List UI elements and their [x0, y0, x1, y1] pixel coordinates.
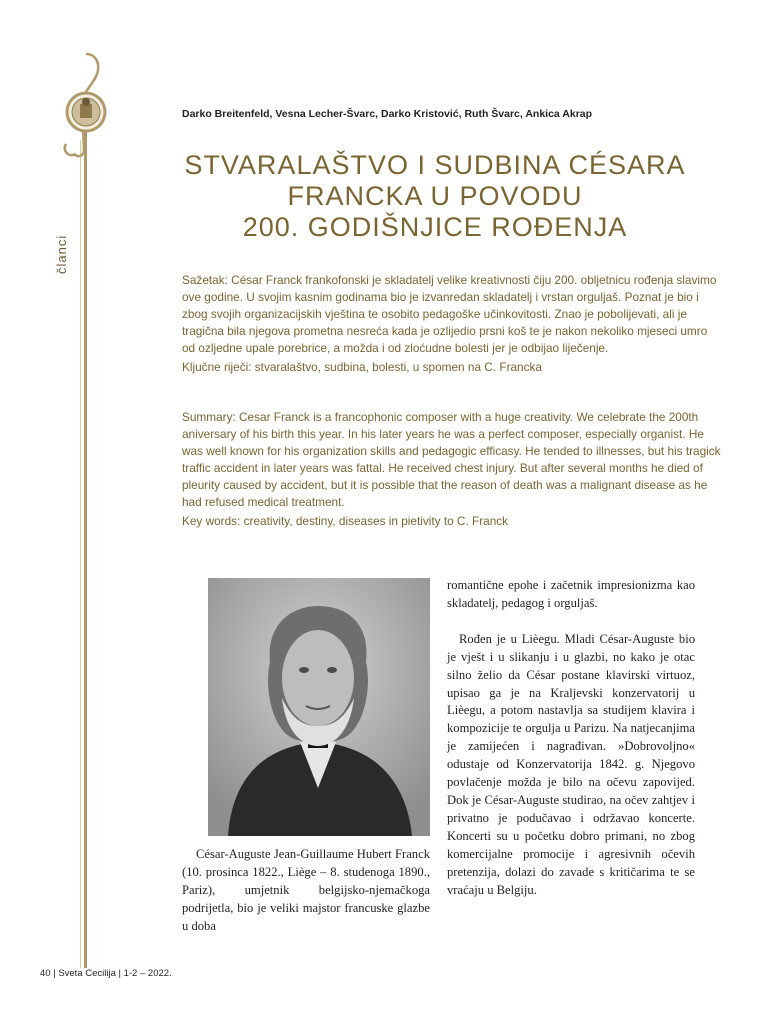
title-line-3: 200. GODIŠNJICE ROĐENJA	[242, 212, 628, 242]
abstract-english-text: Summary: Cesar Franck is a francophonic composer with a huge creativity. We celebrate the 200th aniversary of his birth this year. In his later years he was a perfect composer, especially organist. He was well known for his organization skills and pedagogic efficasy. He tended to illnesses, but his tragick traffic accident in later years was fattal. He received chest injury. But after several months he died of pleurity caused by accident, but it is possible that the reason of death was a malignant disease as he had refused medical treatment.	[182, 410, 721, 509]
abstract-croatian-text: Sažetak: César Franck frankofonski je skladatelj velike kreativnosti čiju 200. obljetnicu rođenja slavimo ove godine. U svojim kasnim godinama bio je izvanredan skladatelj i vrstan orguljaš. Poznat je bio i zbog svojih organizacijskih vještina te osobito pedagoške učinkovitosti. Znao je pobolijevati, ali je tragična bila njegova prometna nesreća kada je ozlijedio prsni koš te je nakon nekoliko mjeseci umro od ozljedne upale porebrice, a možda i od zloćudne bolesti jer je odbijao liječenje.	[182, 273, 717, 355]
article-title	[150, 150, 720, 243]
treble-clef-medallion-icon	[58, 50, 118, 160]
authors-line: Darko Breitenfeld, Vesna Lecher-Švarc, Darko Kristović, Ruth Švarc, Ankica Akrap	[182, 108, 593, 120]
portrait-photo	[208, 578, 430, 836]
abstract-croatian-keywords: Ključne riječi: stvaralaštvo, sudbina, bolesti, u spomen na C. Francka	[182, 360, 542, 374]
abstract-english	[182, 409, 722, 530]
body-paragraph-2: Rođen je u Lièegu. Mladi César-Auguste bio je vješt i u slikanju i u glazbi, no kako je otac silno želio da César postane klavirski virtuoz, upisao ga je na Kraljevski konzervatorij u Lièegu, a potom nastavlja sa studijem klavira i kompozicije te orgulja u Parizu. Na natjecanjima je zamijećen i nagrađivan. »Dobrovoljno« odustaje od Konzervatorija 1842. g. Njegovo povlačenje možda je bilo na očevu zapovijed. Dok je César-Auguste studirao, na očev zahtjev i privatno je podučavao i održavao koncerte. Koncerti su u početku dobro primani, no zbog komercijalne promocije i agresivnih očevih pretenzija, dolazi do zavade s kritičarima te se vraćaju u Belgiju.	[447, 631, 695, 897]
section-label: članci	[54, 234, 69, 274]
body-paragraph-1: romantične epohe i začetnik impresionizma kao skladatelj, pedagog i orguljaš.	[447, 578, 695, 610]
body-column-2	[447, 577, 695, 899]
photo-caption	[182, 845, 430, 935]
decorative-rule-inner	[80, 140, 81, 968]
title-line-2: FRANCKA U POVODU	[287, 181, 583, 211]
abstract-croatian	[182, 272, 722, 376]
decorative-rule	[84, 118, 87, 968]
title-line-1: STVARALAŠTVO I SUDBINA CÉSARA	[184, 150, 686, 180]
abstract-english-keywords: Key words: creativity, destiny, diseases in pietivity to C. Franck	[182, 514, 509, 528]
page-footer: 40 | Sveta Cecilija | 1-2 – 2022.	[40, 968, 172, 979]
photo-caption-text: César-Auguste Jean-Guillaume Hubert Franck (10. prosinca 1822., Liège – 8. studenoga 1890., Pariz), umjetnik belgijsko-njemačkoga podrijetla, bio je veliki majstor francuske glazbe u doba	[182, 847, 430, 933]
